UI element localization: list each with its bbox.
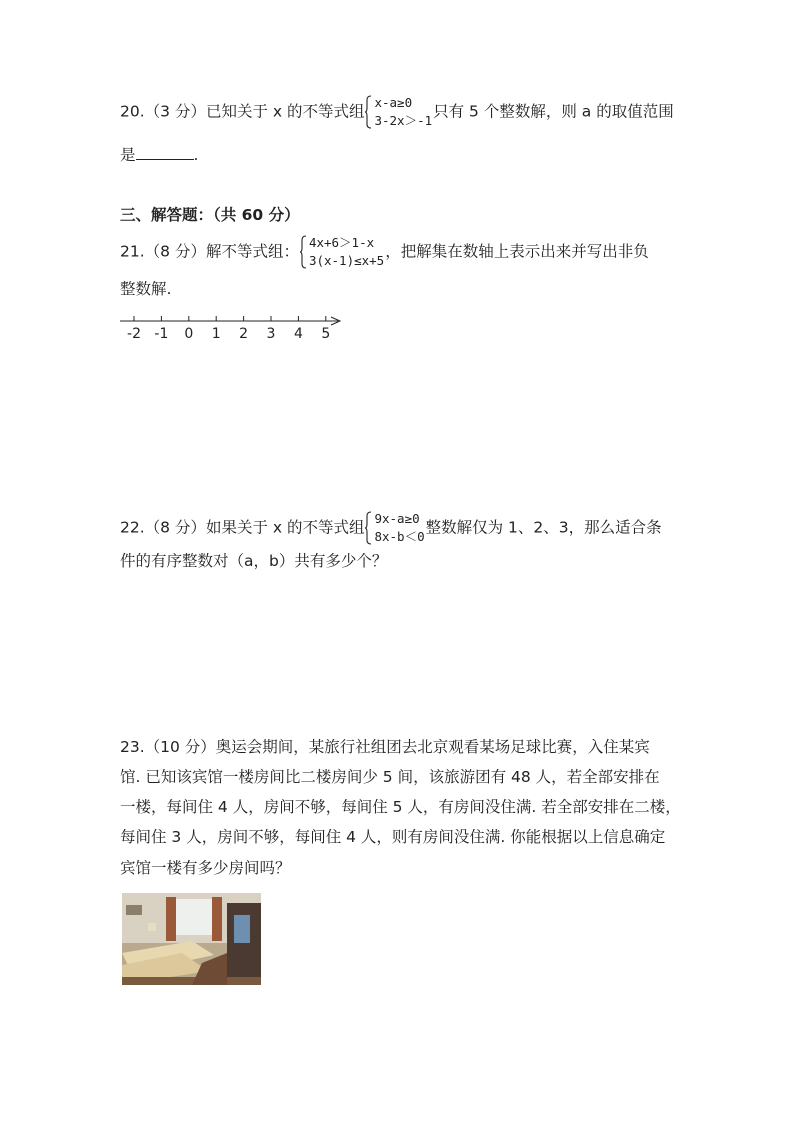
q22-ineq2: 8x-b＜0: [374, 529, 425, 544]
q21-line2: 整数解.: [120, 280, 172, 298]
q23-line: 一楼，每间住 4 人，房间不够，每间住 5 人，有房间没住满. 若全部安排在二楼，: [120, 798, 681, 816]
q22-ineq1: 9x-a≥0: [374, 511, 420, 526]
q21-line1: [120, 234, 649, 270]
q22-suffix: 整数解仅为 1、2、3，那么适合条: [425, 518, 662, 537]
q23-line: 每间住 3 人，房间不够，每间住 4 人，则有房间没住满. 你能根据以上信息确定: [120, 828, 666, 846]
q20-ineq2: 3-2x＞-1: [374, 113, 433, 128]
brace-icon: [365, 95, 372, 129]
q23-line: 宾馆一楼有多少房间吗？: [120, 859, 291, 877]
number-line-label: 5: [321, 326, 331, 342]
q21-prefix: 21.（8 分）解不等式组：: [120, 242, 299, 261]
number-line-label: 1: [211, 326, 221, 342]
q20-line1: [120, 94, 674, 130]
q20-prefix: 20.（3 分）已知关于 x 的不等式组: [120, 102, 365, 121]
q21-ineq2: 3(x-1)≤x+5: [308, 253, 385, 268]
q22-line2: 件的有序整数对（a，b）共有多少个？: [120, 552, 388, 570]
q21-ineq1: 4x+6＞1-x: [308, 235, 375, 250]
number-line-label: 4: [293, 326, 303, 342]
q22-prefix: 22.（8 分）如果关于 x 的不等式组: [120, 518, 365, 537]
number-line: [118, 308, 348, 344]
number-line-label: -2: [127, 326, 141, 342]
brace-icon: [365, 511, 372, 545]
number-line-label: 2: [239, 326, 249, 342]
q21-suffix: ，把解集在数轴上表示出来并写出非负: [385, 242, 649, 261]
q23-line: 馆. 已知该宾馆一楼房间比二楼房间少 5 间，该旅游团有 48 人，若全部安排在: [120, 768, 660, 786]
q22-line1: [120, 510, 662, 546]
hotel-room-photo: [122, 893, 261, 985]
q23-line: 23.（10 分）奥运会期间，某旅行社组团去北京观看某场足球比赛，入住某宾: [120, 738, 650, 756]
q22-inequality-system: [365, 510, 424, 546]
q20-line2-prefix: 是: [120, 146, 136, 164]
q20-suffix: 只有 5 个整数解，则 a 的取值范围: [433, 102, 674, 121]
q21-inequality-system: [300, 234, 384, 270]
number-line-label: 0: [184, 326, 194, 342]
q20-line2-suffix: .: [193, 146, 199, 164]
answer-blank[interactable]: [136, 145, 194, 160]
section-heading: 三、解答题：（共 60 分）: [120, 206, 300, 224]
q20-line2: [120, 144, 198, 166]
brace-icon: [300, 235, 307, 269]
number-line-label: 3: [266, 326, 276, 342]
q20-ineq1: x-a≥0: [374, 95, 413, 110]
number-line-label: -1: [154, 326, 169, 342]
q20-inequality-system: [365, 94, 432, 130]
